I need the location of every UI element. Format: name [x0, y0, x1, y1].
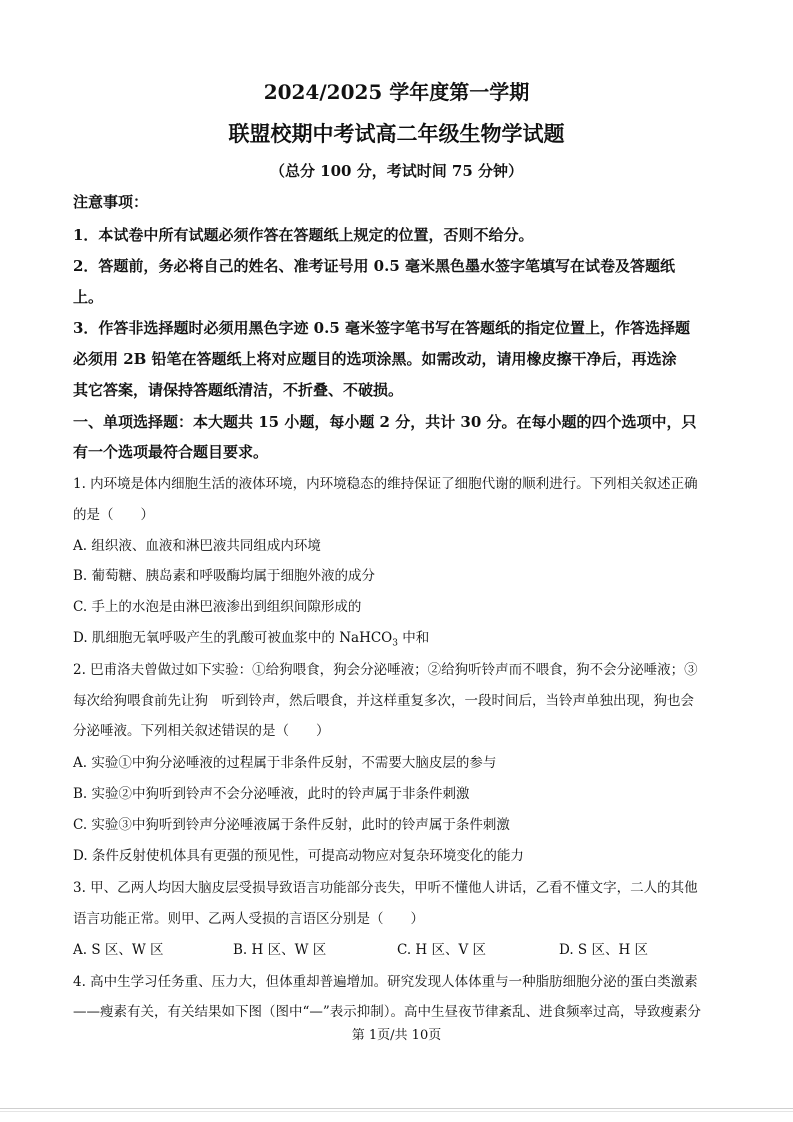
q2-option-c: C. 实验③中狗听到铃声分泌唾液属于条件反射，此时的铃声属于条件刺激	[73, 817, 510, 833]
q1-option-a: A. 组织液、血液和淋巴液共同组成内环境	[73, 538, 321, 554]
q3-stem-line-2: 语言功能正常。则甲、乙两人受损的言语区分别是（ ）	[73, 911, 424, 927]
q2-stem-line-2: 每次给狗喂食前先让狗 听到铃声，然后喂食，并这样重复多次，一段时间后，当铃声单独出现，狗也会	[73, 693, 694, 709]
note-item-2-line-2: 上。	[73, 288, 104, 306]
note-item-3-line-2: 必须用 2B 铅笔在答题纸上将对应题目的选项涂黑。如需改动，请用橡皮擦干净后，再选涂	[73, 350, 677, 368]
q2-option-d: D. 条件反射使机体具有更强的预见性，可提高动物应对复杂环境变化的能力	[73, 848, 524, 864]
notes-heading: 注意事项：	[73, 193, 149, 211]
q3-option-c: C. H 区、V 区	[397, 942, 487, 958]
section-1-heading-line-1: 一、单项选择题：本大题共 15 小题，每小题 2 分，共计 30 分。在每小题的四个选项中，只	[73, 413, 697, 431]
q1-option-b: B. 葡萄糖、胰岛素和呼吸酶均属于细胞外液的成分	[73, 568, 376, 584]
q4-stem-line-1: 4. 高中生学习任务重、压力大，但体重却普遍增加。研究发现人体体重与一种脂肪细胞分泌的蛋白类激素	[73, 974, 698, 990]
q1-option-d-text: D. 肌细胞无氧呼吸产生的乳酸可被血浆中的 NaHCO	[73, 630, 393, 646]
q3-option-d: D. S 区、H 区	[559, 942, 649, 958]
page-bottom-divider	[0, 1108, 793, 1109]
note-item-1: 1．本试卷中所有试题必须作答在答题纸上规定的位置，否则不给分。	[73, 226, 534, 244]
q1-stem-line-2: 的是（ ）	[73, 507, 154, 523]
exam-term-title: 2024/2025 学年度第一学期	[263, 80, 530, 104]
q1-stem-line-1: 1. 内环境是体内细胞生活的液体环境，内环境稳态的维持保证了细胞代谢的顺利进行。下列相关叙述正确	[73, 476, 698, 492]
q1-option-d-tail: 中和	[397, 630, 430, 646]
page-number: 第 1页/共 10页	[351, 1028, 442, 1043]
q4-stem-line-2: ——瘦素有关，有关结果如下图（图中“—”表示抑制）。高中生昼夜节律紊乱、进食频率过高，导致瘦素分	[73, 1004, 702, 1020]
note-item-3-line-1: 3．作答非选择题时必须用黑色字迹 0.5 毫米签字笔书写在答题纸的指定位置上，作答选择题	[73, 319, 690, 337]
q2-stem-line-1: 2. 巴甫洛夫曾做过如下实验：①给狗喂食，狗会分泌唾液；②给狗听铃声而不喂食，狗不会分泌唾液；③	[73, 662, 698, 678]
q3-option-b: B. H 区、W 区	[233, 942, 327, 958]
note-item-2-line-1: 2．答题前，务必将自己的姓名、准考证号用 0.5 毫米黑色墨水签字笔填写在试卷及答题纸	[73, 257, 675, 275]
q1-option-d	[73, 628, 429, 654]
note-item-3-line-3: 其它答案，请保持答题纸清洁，不折叠、不破损。	[73, 381, 404, 399]
page-bottom-divider-shadow	[0, 1111, 793, 1112]
q2-stem-line-3: 分泌唾液。下列相关叙述错误的是（ ）	[73, 723, 330, 739]
exam-subtitle: （总分 100 分，考试时间 75 分钟）	[269, 162, 524, 180]
q1-option-c: C. 手上的水泡是由淋巴液渗出到组织间隙形成的	[73, 599, 362, 615]
exam-title: 联盟校期中考试高二年级生物学试题	[228, 121, 565, 146]
q1-option-d-subscript: 3	[392, 638, 398, 649]
q2-option-a: A. 实验①中狗分泌唾液的过程属于非条件反射，不需要大脑皮层的参与	[73, 755, 497, 771]
q2-option-b: B. 实验②中狗听到铃声不会分泌唾液，此时的铃声属于非条件刺激	[73, 786, 470, 802]
section-1-heading-line-2: 有一个选项最符合题目要求。	[73, 443, 269, 461]
q3-option-a: A. S 区、W 区	[73, 942, 164, 958]
q3-stem-line-1: 3. 甲、乙两人均因大脑皮层受损导致语言功能部分丧失，甲听不懂他人讲话，乙看不懂文字，二人的其他	[73, 880, 698, 896]
